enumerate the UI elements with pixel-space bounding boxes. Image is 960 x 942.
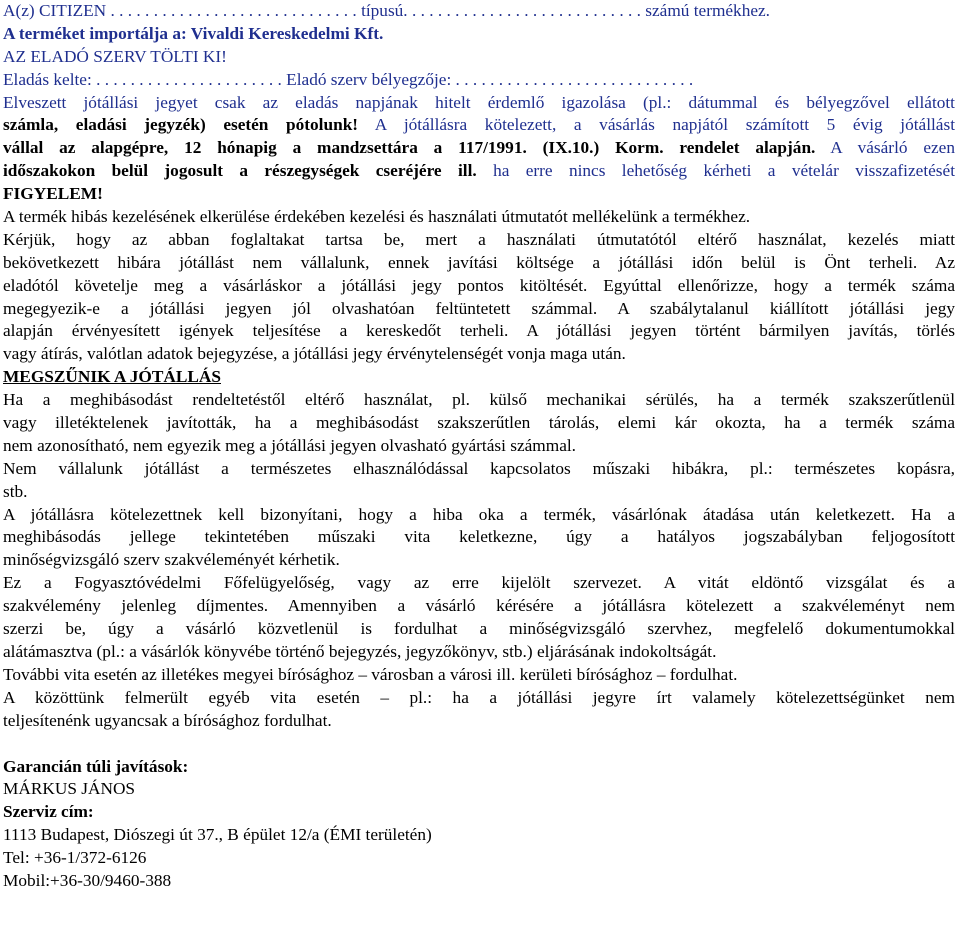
paragraph-line: Nem vállalunk jótállást a természetes elhasználódással kapcsolatos műszaki hibákra, pl.: természetes kopásra, [3,458,955,478]
paragraph-instructions [3,229,955,366]
paragraph-line: eladótól követelje meg a vásárláskor a jótállási jegy pontos kitöltését. Egyúttal ellenőrizze, hogy a termék száma [3,275,955,295]
paragraph-line: teljesítenénk ugyancsak a bírósághoz fordulhat. [3,710,332,730]
paragraph-line: szakvélemény jelenleg díjmentes. Amennyiben a vásárló kérésére a jótállásra kötelezett a szakvéleményt nem [3,596,955,616]
lost-card-notice-line: Elveszett jótállási jegyet csak az eladás napjának hitelt érdemlő igazolása (pl.: dátummal és bélyegzővel ellátott [3,92,955,112]
warranty-terms-line-2 [3,137,955,160]
mobile-number: Mobil:+36-30/9460-388 [3,870,172,890]
paragraph-line: vagy átírás, valótlan adatok bejegyzése, a jótállási jegy érvénytelenségét vonja maga után. [3,344,626,364]
paragraph-warranty-ends [3,389,955,458]
service-address: 1113 Budapest, Diószegi út 37., B épület 12/a (ÉMI területén) [3,825,432,845]
seller-fills-heading: AZ ELADÓ SZERV TÖLTI KI! [3,46,227,66]
paragraph-line: Kérjük, hogy az abban foglaltakat tartsa be, mert a használati útmutatótól eltérő használat, kezelés miatt [3,229,955,249]
manual-notice-line: A termék hibás kezelésének elkerülése érdekében kezelési és használati útmutatót mellékelünk a termékhez. [3,207,751,227]
paragraph-burden-of-proof [3,504,955,573]
phone-number: Tel: +36-1/372-6126 [3,848,147,868]
attention-heading: FIGYELEM! [3,184,103,204]
warranty-terms-blue-3: ha erre nincs lehetőség kérheti a vételár visszafizetését [476,161,955,181]
paragraph-line: nem azonosítható, nem egyezik meg a jótállási jegyen olvasható gyártási számmal. [3,435,576,455]
paragraph-line: Ez a Fogyasztóvédelmi Főfelügyelőség, vagy az erre kijelölt szervezet. A vitát eldöntő vizsgálat és a [3,573,955,593]
paragraph-natural-wear [3,458,955,504]
warranty-document [3,0,955,893]
paragraph-court [3,664,955,687]
warranty-terms-line-1 [3,114,955,137]
paragraph-line: szerzi be, úgy a vásárló közvetlenül is fordulhat a minőségvizsgáló szervhez, megfelelő dokumentumokkal [3,619,955,639]
out-of-warranty-label: Garancián túli javítások: [3,756,189,776]
sale-date-stamp-line: Eladás kelte: . . . . . . . . . . . . . . . . . . . . . . Eladó szerv bélyegzője: . . . . . . . . . . . . . . . . . . . . . . . . . . . . [3,69,694,89]
paragraph-line: vagy illetéktelenek javították, ha a meghibásodást szakszerűtlen tárolás, elemi kár okozta, ha a termék száma [3,413,955,433]
warranty-terms-blue-1: A jótállásra kötelezett, a vásárlás napjától számított 5 évig jótállást [358,115,955,135]
repairer-name: MÁRKUS JÁNOS [3,779,136,799]
paragraph-line: A jótállásra kötelezettnek kell bizonyítani, hogy a hiba oka a termék, vásárlónak átadása után keletkezett. Ha a [3,504,955,524]
paragraph-line: További vita esetén az illetékes megyei bírósághoz – városban a városi ill. kerületi bírósághoz – fordulhat. [3,664,738,684]
paragraph-other-disputes [3,687,955,733]
warranty-terms-line-3 [3,160,955,183]
warranty-terms-blue-2: A vásárló ezen [815,138,955,158]
paragraph-line: A közöttünk felmerült egyéb vita esetén – pl.: ha a jótállási jegyre írt valamely kötelezettségünket nem [3,687,955,707]
paragraph-line: alátámasztva (pl.: a vásárlók könyvébe történő bejegyzés, jegyzőkönyv, stb.) eljárásának indokoltságát. [3,641,717,661]
service-address-label: Szerviz cím: [3,802,94,822]
warranty-terms-bold-3: időszakokon belül jogosult a részegységek cseréjére ill. [3,161,477,181]
product-type-line: A(z) CITIZEN . . . . . . . . . . . . . . . . . . . . . . . . . . . . . típusú. . . . . . . . . . . . . . . . . . . . . . . . . . . . számú termékhez. [3,1,770,20]
paragraph-line: megegyezik-e a jótállási jegyen jól olvashatóan feltüntetett számmal. A szabálytalanul kiállított jótállási jegy [3,298,955,318]
paragraph-line: meghibásodás jellege tekintetében műszaki vita keletkezne, úgy a hatályos jogszabályban feljogosított [3,527,955,547]
importer-line: A terméket importálja a: Vivaldi Kereskedelmi Kft. [3,23,384,43]
spacer [3,733,955,756]
paragraph-line: bekövetkezett hibára jótállást nem vállalunk, ennek javítási költsége a jótállási időn belül is Önt terheli. Az [3,252,955,272]
paragraph-line: stb. [3,481,28,501]
paragraph-line: Ha a meghibásodást rendeltetéstől eltérő használat, pl. külső mechanikai sérülés, ha a termék szakszerűtlenül [3,390,955,410]
paragraph-line: alapján érvényesített igények teljesítése a kereskedőt terheli. A jótállási jegyen történt bármilyen javítás, törlés [3,321,955,341]
warranty-ends-heading: MEGSZŰNIK A JÓTÁLLÁS [3,367,221,387]
warranty-terms-bold-2: vállal az alapgépre, 12 hónapig a mandzsettára a 117/1991. (IX.10.) Korm. rendelet alapján. [3,138,816,158]
paragraph-consumer-authority [3,572,955,664]
warranty-terms-bold-1: számla, eladási jegyzék) esetén pótolunk! [3,115,359,135]
paragraph-line: minőségvizsgáló szerv szakvéleményét kérhetik. [3,550,340,570]
